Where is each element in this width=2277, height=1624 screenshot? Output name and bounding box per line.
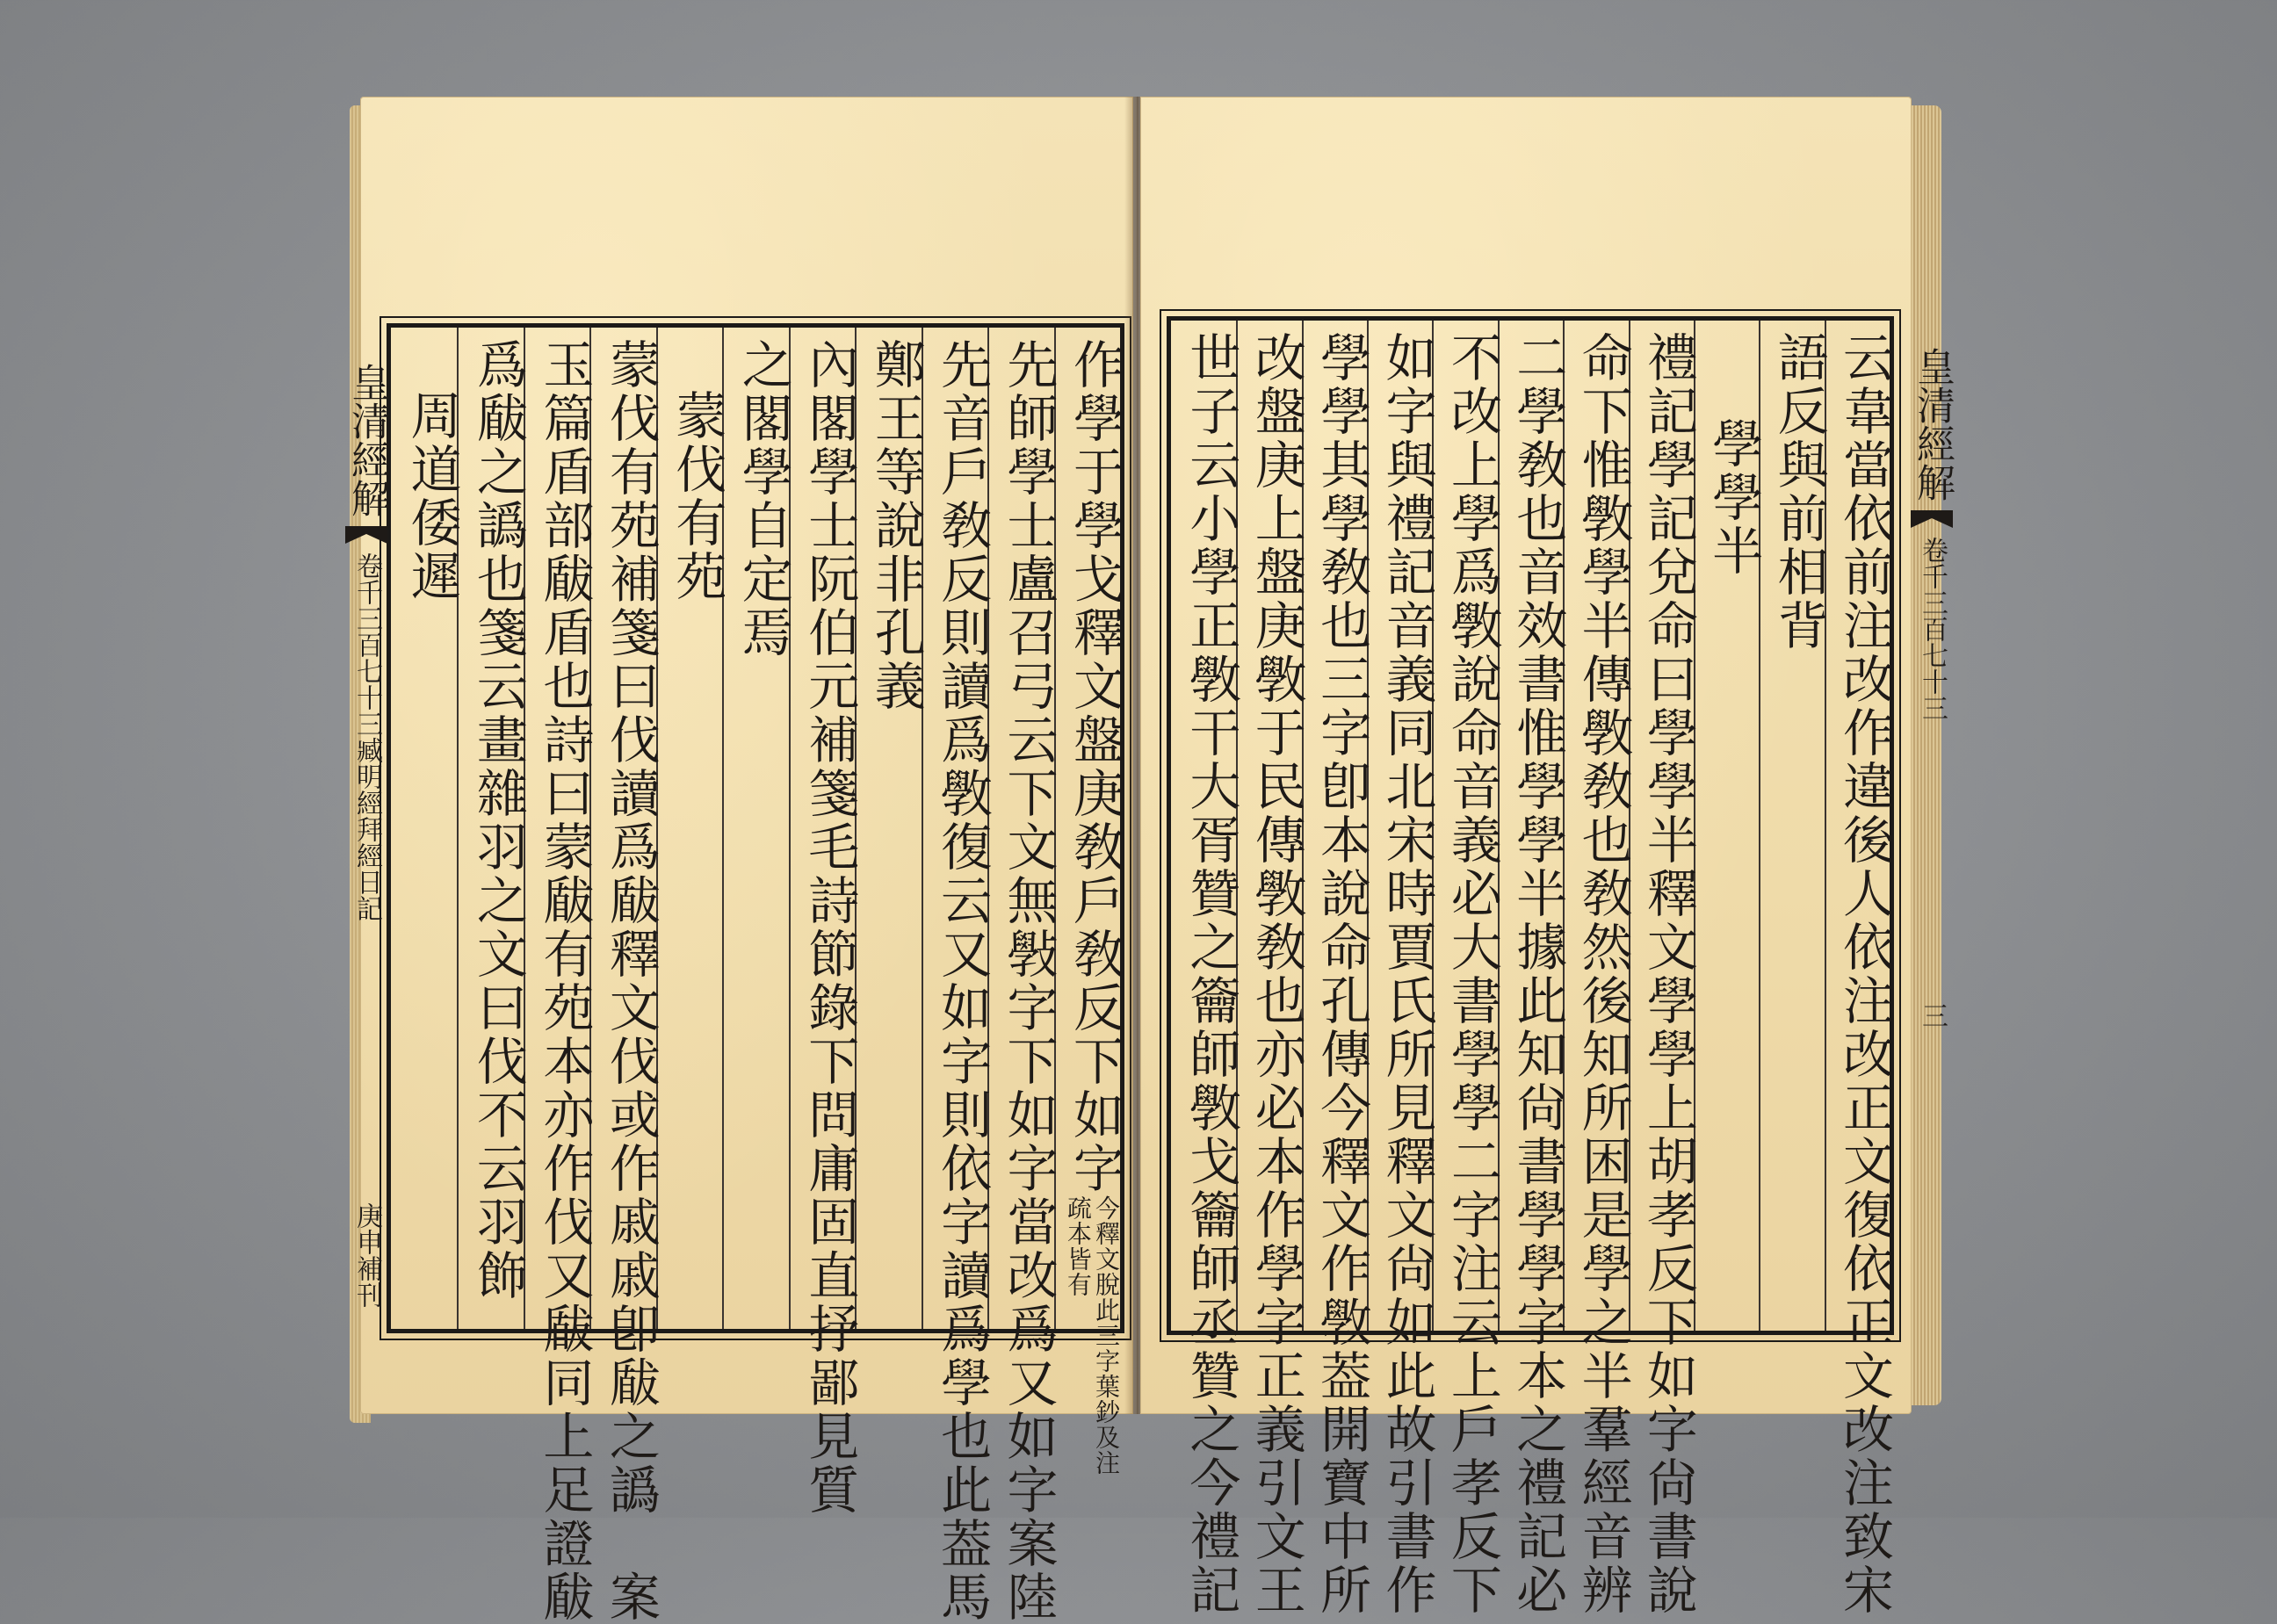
text-column <box>1054 328 1124 1476</box>
fish-tail-mark <box>1911 510 1953 528</box>
column-main-text: 周道倭遲 <box>401 389 462 603</box>
banxin-title: 皇清經解 <box>344 363 389 517</box>
left-banxin <box>333 328 387 1364</box>
column-main-text: 先音戶敎反則讀爲斆復云又如字則依字讀爲學也此葢馬 <box>932 338 993 1624</box>
text-column <box>1302 321 1372 1617</box>
text-column <box>855 328 926 1329</box>
column-main-text: 爲瞂之譌也箋云畫雜羽之文曰伐不云羽飾 <box>467 338 528 1303</box>
open-book <box>334 88 1955 1624</box>
column-main-text: 鄭王等說非孔義 <box>865 338 926 713</box>
text-column <box>1694 321 1764 1331</box>
right-text-columns <box>1171 321 1894 1617</box>
text-column <box>524 328 595 1624</box>
fish-tail-mark <box>345 526 387 544</box>
left-text-columns <box>391 328 1124 1624</box>
left-page <box>344 97 1133 1624</box>
column-main-text: 世子云小學正斆干大胥贊之籥師斆戈籥師丞贊之今禮記 <box>1181 331 1241 1617</box>
banxin-volume: 卷千三百七十三 <box>351 552 382 737</box>
column-main-text: 不改上學爲斆說命音義必大書學學二字注云上戶孝反下 <box>1442 331 1502 1617</box>
column-main-text: 二學敎也音效書惟學學半據此知尙書學學字本之禮記必 <box>1507 331 1568 1617</box>
column-main-text: 玉篇盾部瞂盾也詩曰蒙瞂有苑本亦作伐又瞂同上足證瞂 <box>534 338 595 1624</box>
column-main-text: 云韋當依前注改作違後人依注改正文復依正文改注致宋 <box>1834 331 1894 1617</box>
column-main-text: 如字與禮記音義同北宋時賈氏所見釋文尙如此故引書作 <box>1377 331 1437 1617</box>
text-column <box>1498 321 1568 1617</box>
column-main-text: 命下惟斆學半傳斆敎也敎然後知所困是學之半羣經音辨 <box>1572 331 1633 1617</box>
text-column <box>1629 321 1698 1617</box>
column-main-text: 禮記學記兌命曰學學半釋文學學上胡孝反下如字尙書說 <box>1637 331 1698 1617</box>
column-main-text: 先師學士盧召弓云下文無斅字下如字當改爲又如字案陸 <box>998 338 1059 1624</box>
text-column <box>1759 321 1829 1331</box>
text-column <box>922 328 993 1624</box>
text-column <box>987 328 1059 1624</box>
column-main-text: 之閣學自定焉 <box>733 338 793 660</box>
column-main-text: 內閣學士阮伯元補箋毛詩節錄下問庸固直抒鄙見質 <box>799 338 860 1517</box>
banxin-recut-note: 庚申補刊 <box>351 1202 382 1308</box>
text-column <box>1825 321 1894 1617</box>
right-page <box>1140 97 1955 1617</box>
banxin-section: 臧明經拜經日記 <box>351 737 382 921</box>
left-page-frame <box>344 323 1124 1624</box>
text-column <box>1236 321 1306 1617</box>
banxin-page-number: 三 <box>1917 1002 1948 1029</box>
column-main-text: 改盤庚上盤庚斆于民傳斆敎也亦必本作學字正義引文王 <box>1246 331 1306 1617</box>
text-column <box>789 328 860 1517</box>
banxin-volume: 卷千三百七十三 <box>1917 537 1948 721</box>
text-column <box>1563 321 1633 1617</box>
column-main-text: 語反與前相背 <box>1768 331 1829 653</box>
column-main-text: 作學于學戈釋文盤庚敎戶敎反下如字 <box>1065 338 1124 1195</box>
right-banxin <box>1898 321 1953 1357</box>
column-main-text: 學學其學敎也三字卽本說命孔傳今釋文作斆葢開寶中所 <box>1312 331 1372 1617</box>
column-main-text: 蒙伐有苑補箋曰伐讀爲瞂釋文伐或作戚戚卽瞂之譌 案 <box>600 338 661 1624</box>
column-main-text: 蒙伐有苑 <box>667 389 727 603</box>
text-column <box>656 328 727 1329</box>
column-annotation: 今釋文脫此三字葉鈔及注疏本皆有 <box>1063 1195 1121 1476</box>
text-column <box>589 328 661 1624</box>
text-column <box>457 328 528 1329</box>
text-column <box>1367 321 1437 1617</box>
text-column <box>722 328 793 1329</box>
text-column <box>1432 321 1502 1617</box>
column-main-text: 學學半 <box>1703 417 1764 578</box>
right-page-frame <box>1167 316 1955 1617</box>
text-column <box>391 328 462 1329</box>
text-column <box>1171 321 1241 1617</box>
banxin-title: 皇清經解 <box>1910 347 1955 502</box>
